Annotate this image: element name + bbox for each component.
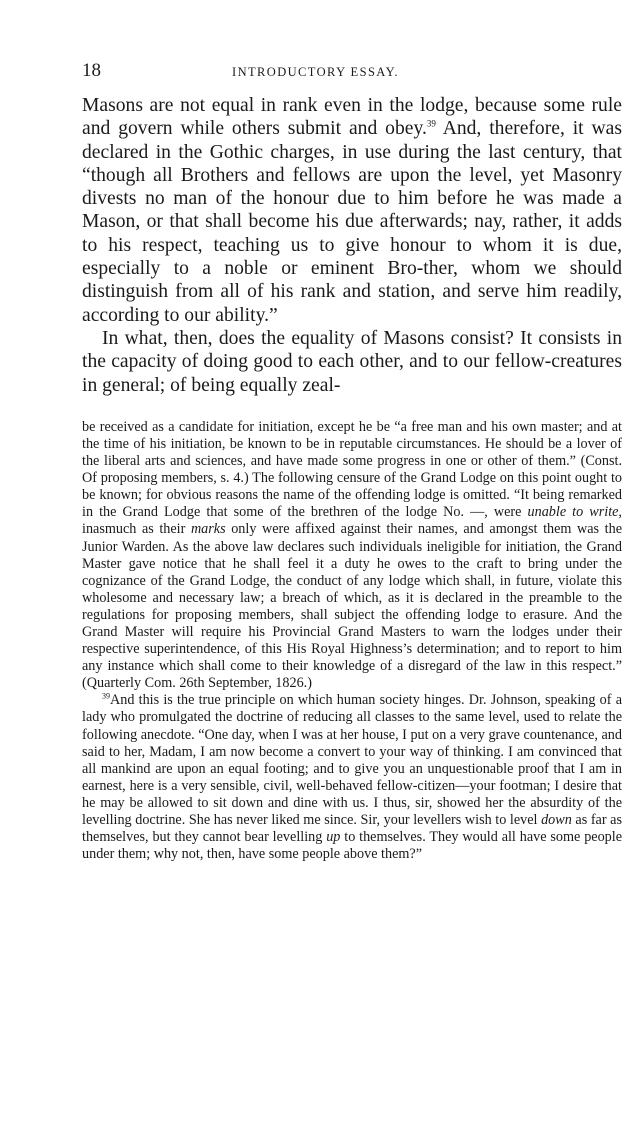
- footnote-1-text-b: inasmuch as their: [82, 521, 191, 538]
- footnote-39-marker: 39: [102, 691, 110, 701]
- footnote-1-italic-a: unable to write,: [527, 504, 622, 521]
- footnote-2-italic-a: down: [541, 812, 572, 829]
- page-number: 18: [82, 60, 101, 81]
- footnote-ref-39: 39: [426, 118, 436, 129]
- footnote-39: [82, 692, 622, 863]
- footnote-2-text-b: as far as themselves, but they cannot bear levelling: [82, 812, 622, 846]
- paragraph-1-text-a: Masons are not equal in rank even in the lodge, because some rule and govern while others submit and obey.: [82, 95, 622, 140]
- footnote-2-italic-b: up: [326, 829, 341, 846]
- main-text: [82, 94, 622, 397]
- footnotes: [82, 419, 622, 863]
- paragraph-1-text-b: And, therefore, it was declared in the Gothic charges, in use during the last century, that “though all Brothers and fellows are upon the level, yet Masonry divests no man of the honour due to him before he was made a Mason, or that shall become his due afterwards; nay, rather, it adds to his respect, teaching us to give honour to whom it is due, especially to a noble or eminent Bro-ther, whom we should distinguish from all of his rank and station, and serve him readily, according to our ability.”: [82, 118, 622, 326]
- footnote-1-text-c: only were affixed against their names, and amongst them was the Junior Warden. As the above law declares such individuals ineligible for initiation, the Grand Master gave notice that he shall feel it a duty he owes to the craft to bring under the cognizance of the Grand Lodge, the conduct of any lodge which shall, in future, violate this wholesome and necessary law; a breach of which, as it is declared in the preamble to the regulations for proposing members, shall subject the offending lodge to erasure. And the Grand Master will require his Provincial Grand Masters to warn the lodges under their respective superintendence, of this His Royal Highness’s determination; and to report to him any instance which shall come to their knowledge of a disregard of the law in this respect.” (Quarterly Com. 26th September, 1826.): [82, 521, 622, 692]
- page-header: [82, 60, 622, 90]
- paragraph-2: In what, then, does the equality of Masons consist? It consists in the capacity of doing good to each other, and to our fellow-creatures in general; of being equally zeal-: [82, 327, 622, 396]
- running-title: INTRODUCTORY ESSAY.: [232, 65, 399, 79]
- footnote-1-text-a: be received as a candidate for initiation, except he be “a free man and his own master; and at the time of his initiation, be known to be in reputable circumstances. He should be a lover of the liberal arts and sciences, and have made some progress in one or other of them.” (Const. Of proposing members, s. 4.) The following censure of the Grand Lodge on this point ought to be known; for obvious reasons the name of the offending lodge is omitted. “It being remarked in the Grand Lodge that some of the brethren of the lodge No. —, were: [82, 418, 622, 521]
- footnote-1-italic-b: marks: [190, 521, 226, 538]
- paragraph-1: [82, 94, 622, 327]
- footnote-2-text-c: to themselves. They would all have some people under them; why not, then, have some people above them?”: [82, 829, 623, 863]
- book-page: [82, 60, 622, 863]
- footnote-2-text-a: And this is the true principle on which human society hinges. Dr. Johnson, speaking of a lady who promulgated the doctrine of reducing all classes to the same level, used to relate the following anecdote. “One day, when I was at her house, I put on a very grave countenance, and said to her, Madam, I am now become a convert to your way of thinking. I am convinced that all mankind are upon an equal footing; and to give you an unquestionable proof that I am in earnest, here is a very sensible, civil, well-behaved fellow-citizen—your footman; I desire that he may be allowed to sit down and dine with us. I thus, sir, showed her the absurdity of the levelling doctrine. She has never liked me since. Sir, your levellers wish to level: [82, 692, 622, 829]
- footnote-continued: [82, 419, 622, 693]
